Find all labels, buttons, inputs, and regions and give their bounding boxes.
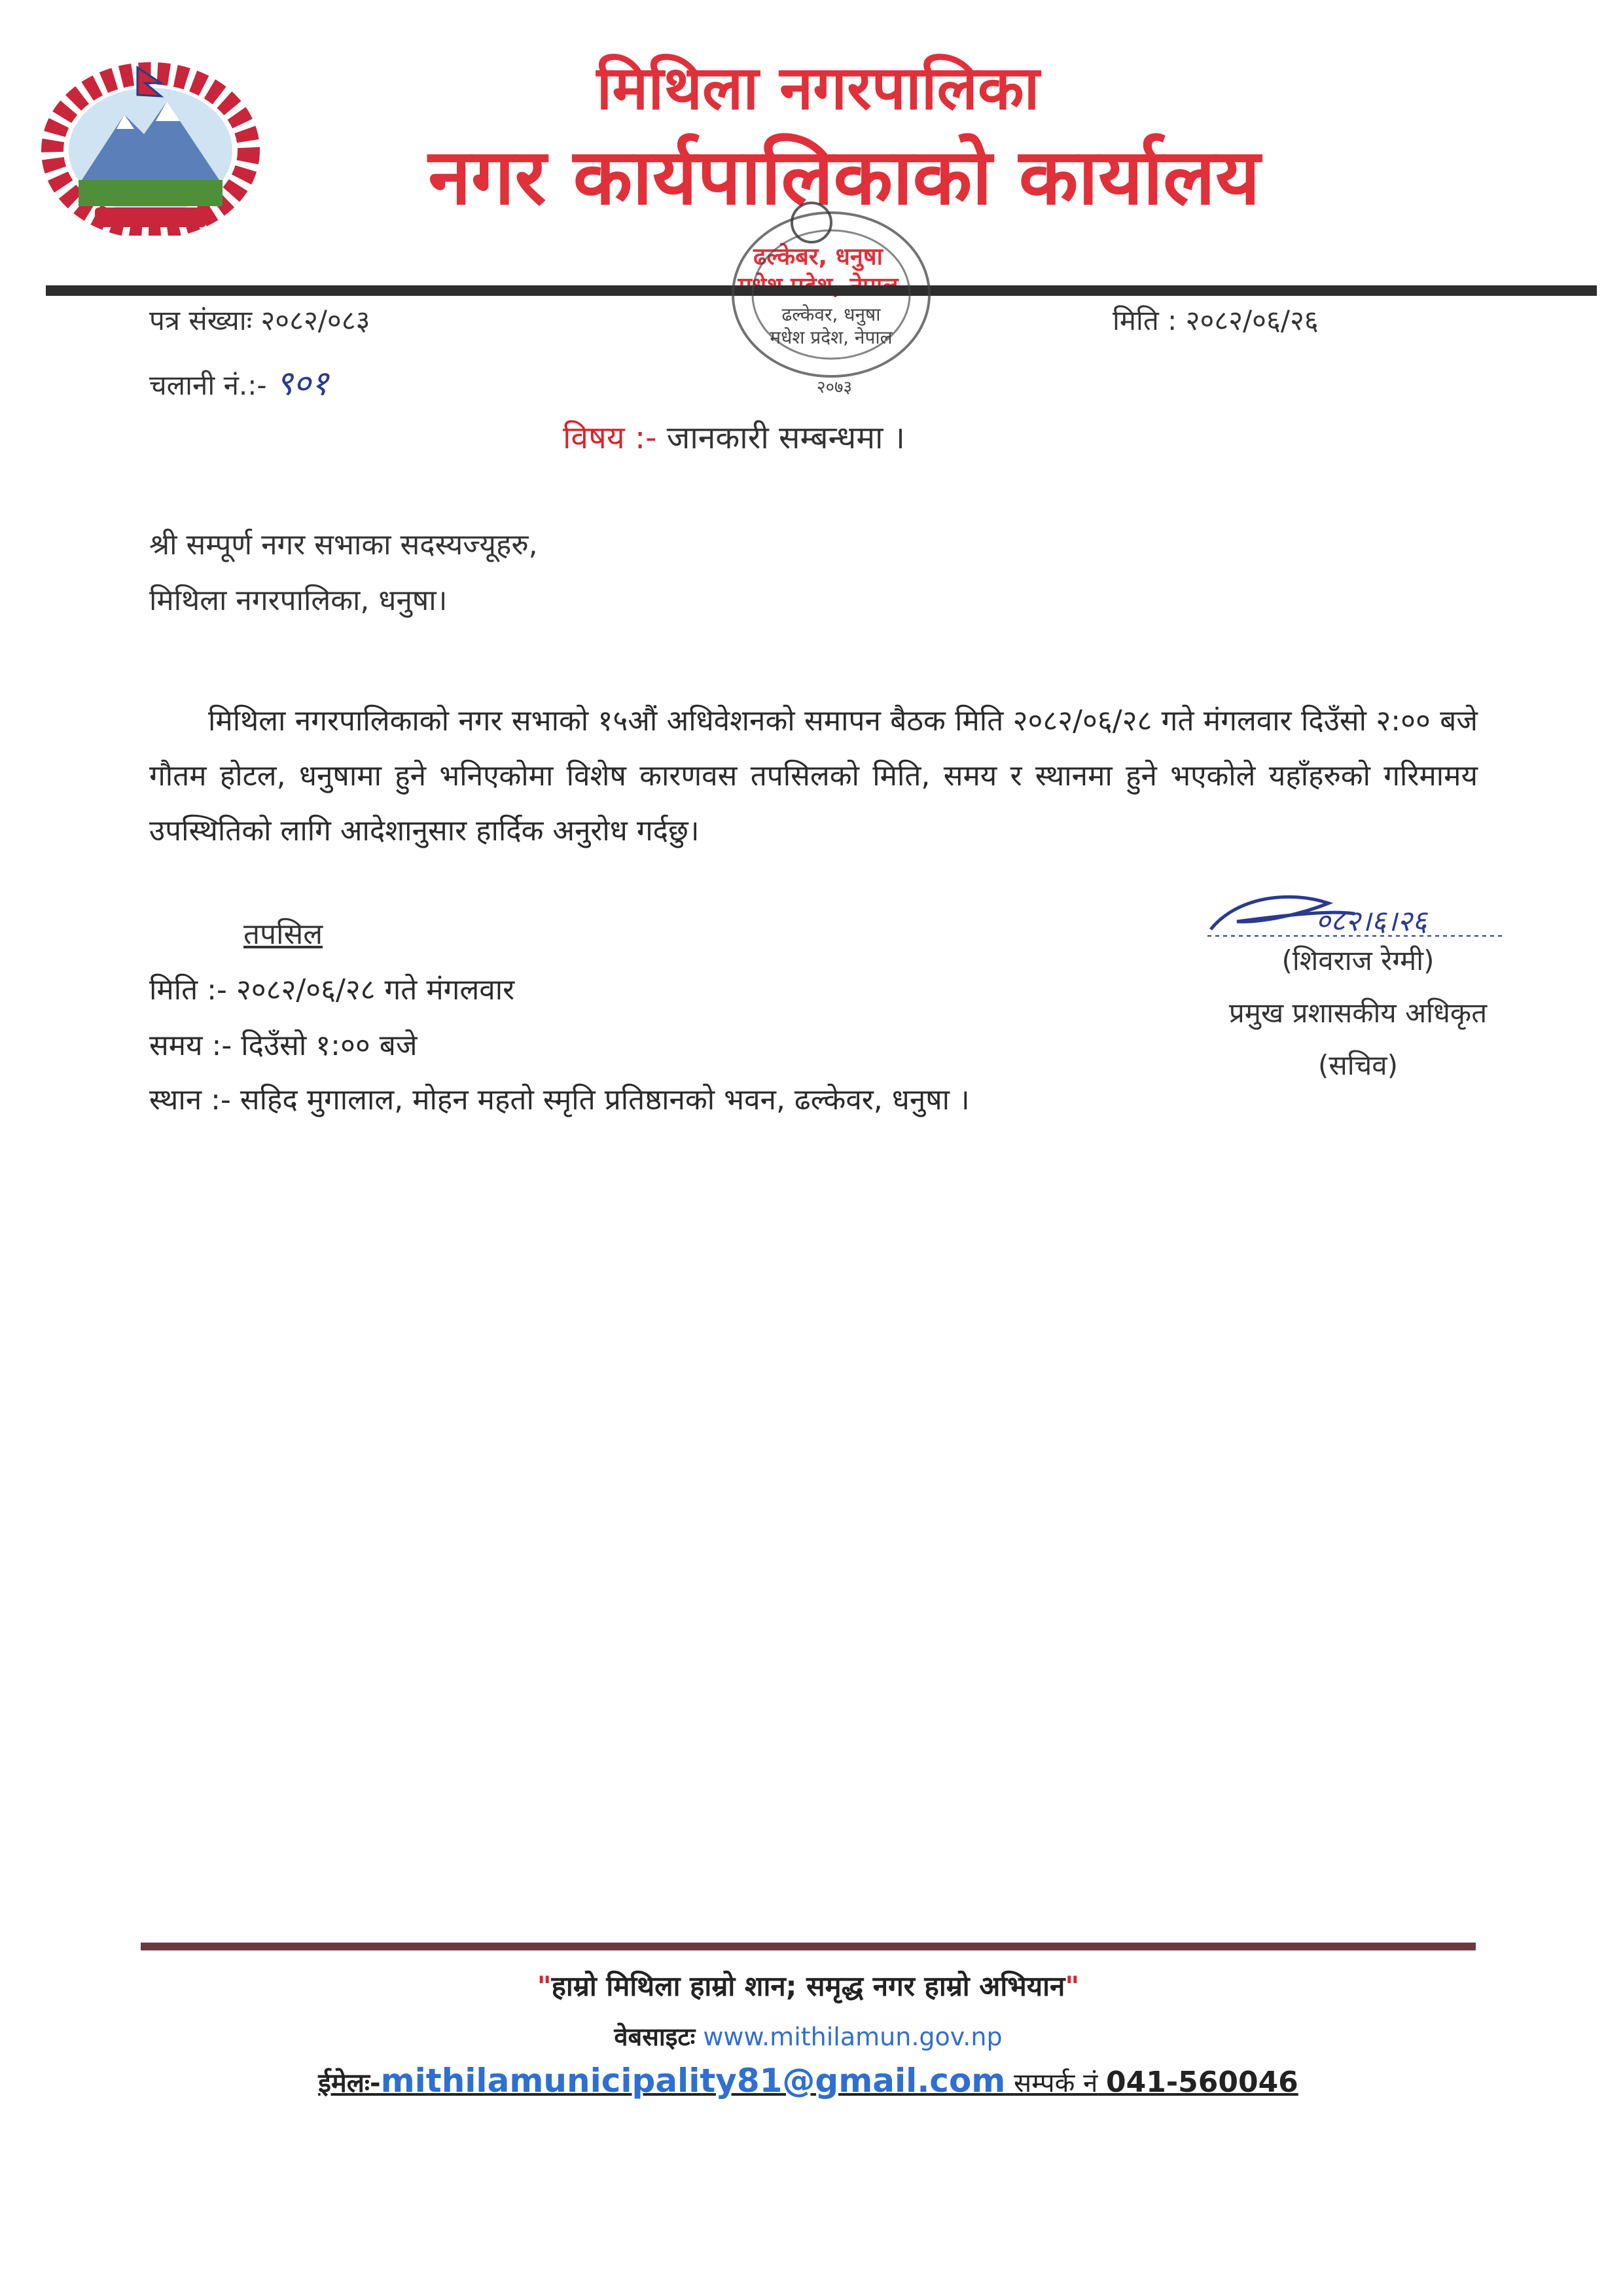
seal-year: २०७३ (816, 378, 853, 397)
office-address-line1: ढल्केबर, धनुषा (753, 243, 883, 270)
details-date: मिति :- २०८२/०६/२८ गते मंगलवार (149, 973, 515, 1007)
office-title: नगर कार्यपालिकाको कार्यालय (428, 132, 1260, 222)
subject-text: जानकारी सम्बन्धमा । (666, 420, 905, 456)
website-link[interactable]: www.mithilamun.gov.np (703, 2022, 1003, 2051)
subject-line (563, 416, 905, 458)
contact-number: 041-560046 (1106, 2066, 1298, 2099)
email-label: ईमेलः- (318, 2068, 381, 2098)
recipient-line-2: मिथिला नगरपालिका, धनुषा। (149, 584, 448, 617)
details-venue: स्थान :- सहिद मुगालाल, मोहन महतो स्मृति प्रतिष्ठानको भवन, ढल्केवर, धनुषा । (149, 1083, 970, 1117)
footer-slogan: "हाम्रो मिथिला हाम्रो शान; समृद्ध नगर हाम्रो अभियान" (537, 1970, 1080, 2002)
signatory-title: प्रमुख प्रशासकीय अधिकृत (1228, 997, 1488, 1029)
dispatch-number-label: चलानी नं.:- (149, 369, 267, 401)
letter-body: मिथिला नगरपालिकाको नगर सभाको १५औं अधिवेशनको समापन बैठक मिति २०८२/०६/२८ गते मंगलवार दिउँसो २:०० बजे गौतम होटल, धनुषामा हुने भनिएकोमा विशेष कारणवस तपसिलको मिति, समय र स्थानमा हुने भएकोले यहाँहरुको गरिमामय उपस्थितिको लागि आदेशानुसार हार्दिक अनुरोध गर्दछु। (149, 704, 1478, 848)
details-heading: तपसिल (243, 918, 323, 951)
letter-date: मिति : २०८२/०६/२६ (1113, 304, 1319, 336)
website-label: वेबसाइटः (614, 2022, 696, 2051)
seal-text-2: मधेश प्रदेश, नेपाल (770, 327, 893, 348)
signatory-subtitle: (सचिव) (1317, 1049, 1399, 1081)
office-seal-stamp (694, 196, 969, 412)
dispatch-number (149, 359, 329, 405)
municipality-name: मिथिला नगरपालिका (596, 53, 1040, 123)
details-time: समय :- दिउँसो १:०० बजे (149, 1029, 418, 1062)
signature-date: ०८२।६।२६ (1315, 905, 1427, 938)
seal-text-1: ढल्केवर, धनुषा (781, 304, 881, 325)
recipient-line-1: श्री सम्पूर्ण नगर सभाका सदस्यज्यूहरु, (149, 528, 538, 562)
dispatch-number-value: ९०१ (275, 364, 329, 403)
footer-website (141, 2019, 1476, 2053)
subject-label: विषय :- (563, 420, 657, 456)
footer-slogan-text: हाम्रो मिथिला हाम्रो शान; समृद्ध नगर हाम्रो अभियान (551, 1970, 1065, 2002)
letter-reference-number: पत्र संख्याः २०८२/०८३ (149, 304, 370, 336)
signatory-name: (शिवराज रेग्मी) (1281, 944, 1435, 977)
contact-label: सम्पर्क नं (1014, 2068, 1098, 2098)
footer-divider (141, 1943, 1476, 1950)
nepal-emblem-icon (33, 56, 268, 236)
email-link[interactable]: mithilamunicipality81@gmail.com (380, 2062, 1006, 2100)
footer-contact (141, 2062, 1476, 2100)
